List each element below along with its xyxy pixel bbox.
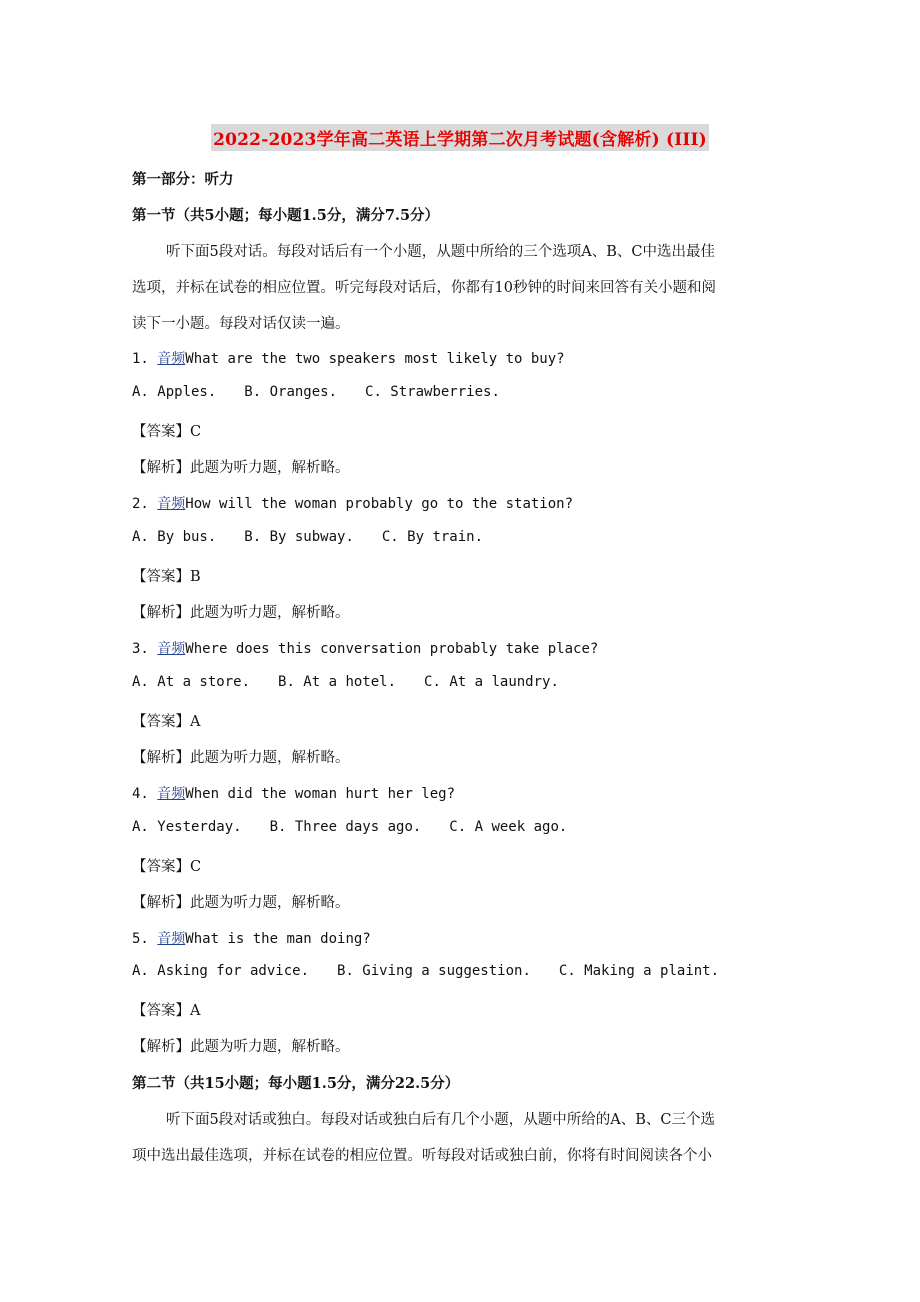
section1-instruction-line: 选项，并标在试卷的相应位置。听完每段对话后，你都有10秒钟的时间来回答有关小题和阅 <box>132 280 716 296</box>
analysis-3: 【解析】此题为听力题，解析略。 <box>132 750 350 766</box>
question-3 <box>132 638 598 658</box>
answer-2: 【答案】B <box>132 569 201 585</box>
question-text: When did the woman hurt her leg? <box>185 786 456 802</box>
question-number: 4. <box>132 786 149 802</box>
answer-5: 【答案】A <box>132 1003 201 1019</box>
analysis-5: 【解析】此题为听力题，解析略。 <box>132 1039 350 1055</box>
question-text: How will the woman probably go to the station? <box>185 496 574 512</box>
option-c: C. Making a plaint. <box>558 963 720 979</box>
question-number: 1. <box>132 351 149 367</box>
audio-link[interactable]: 音频 <box>157 351 186 367</box>
section2-instruction-line: 听下面5段对话或独白。每段对话或独白后有几个小题，从题中所给的A、B、C三个选 <box>166 1112 715 1128</box>
option-c: C. By train. <box>381 529 484 545</box>
option-c: C. A week ago. <box>449 819 568 835</box>
answer-1: 【答案】C <box>132 424 202 440</box>
question-number: 5. <box>132 931 149 947</box>
analysis-2: 【解析】此题为听力题，解析略。 <box>132 605 350 621</box>
section2-instruction-line: 项中选出最佳选项，并标在试卷的相应位置。听每段对话或独白前，你将有时间阅读各个小 <box>132 1148 712 1164</box>
option-b: B. At a hotel. <box>278 674 397 690</box>
answer-3: 【答案】A <box>132 714 201 730</box>
question-text: What is the man doing? <box>185 931 371 947</box>
option-a: A. Apples. <box>132 384 217 400</box>
question-text: What are the two speakers most likely to buy? <box>185 351 565 367</box>
question-5 <box>132 928 371 948</box>
question-1-options <box>132 384 500 400</box>
question-1 <box>132 348 565 368</box>
answer-4: 【答案】C <box>132 859 202 875</box>
option-b: B. By subway. <box>244 529 354 545</box>
question-number: 3. <box>132 641 149 657</box>
question-5-options <box>132 963 719 979</box>
option-a: A. Asking for advice. <box>132 963 310 979</box>
option-b: B. Oranges. <box>244 384 338 400</box>
option-b: B. Three days ago. <box>269 819 422 835</box>
audio-link[interactable]: 音频 <box>157 641 186 657</box>
option-a: A. By bus. <box>132 529 217 545</box>
option-b: B. Giving a suggestion. <box>337 963 531 979</box>
question-2-options <box>132 529 483 545</box>
question-4 <box>132 783 455 803</box>
analysis-1: 【解析】此题为听力题，解析略。 <box>132 460 350 476</box>
option-a: A. Yesterday. <box>132 819 242 835</box>
audio-link[interactable]: 音频 <box>157 931 186 947</box>
section2-heading: 第二节（共15小题；每小题1.5分，满分22.5分） <box>132 1075 460 1092</box>
question-number: 2. <box>132 496 149 512</box>
analysis-4: 【解析】此题为听力题，解析略。 <box>132 895 350 911</box>
option-a: A. At a store. <box>132 674 251 690</box>
document-title-wrapper <box>0 124 920 151</box>
question-text: Where does this conversation probably take place? <box>185 641 599 657</box>
section1-instruction-line: 听下面5段对话。每段对话后有一个小题，从题中所给的三个选项A、B、C中选出最佳 <box>166 244 715 260</box>
question-4-options <box>132 819 567 835</box>
audio-link[interactable]: 音频 <box>157 786 186 802</box>
section1-instruction-line: 读下一小题。每段对话仅读一遍。 <box>132 316 350 332</box>
part-heading: 第一部分：听力 <box>132 171 234 188</box>
option-c: C. Strawberries. <box>365 384 500 400</box>
audio-link[interactable]: 音频 <box>157 496 186 512</box>
section1-heading: 第一节（共5小题；每小题1.5分，满分7.5分） <box>132 207 440 224</box>
document-title: 2022-2023学年高二英语上学期第二次月考试题(含解析) (III) <box>211 124 709 151</box>
option-c: C. At a laundry. <box>424 674 559 690</box>
question-2 <box>132 493 573 513</box>
question-3-options <box>132 674 559 690</box>
